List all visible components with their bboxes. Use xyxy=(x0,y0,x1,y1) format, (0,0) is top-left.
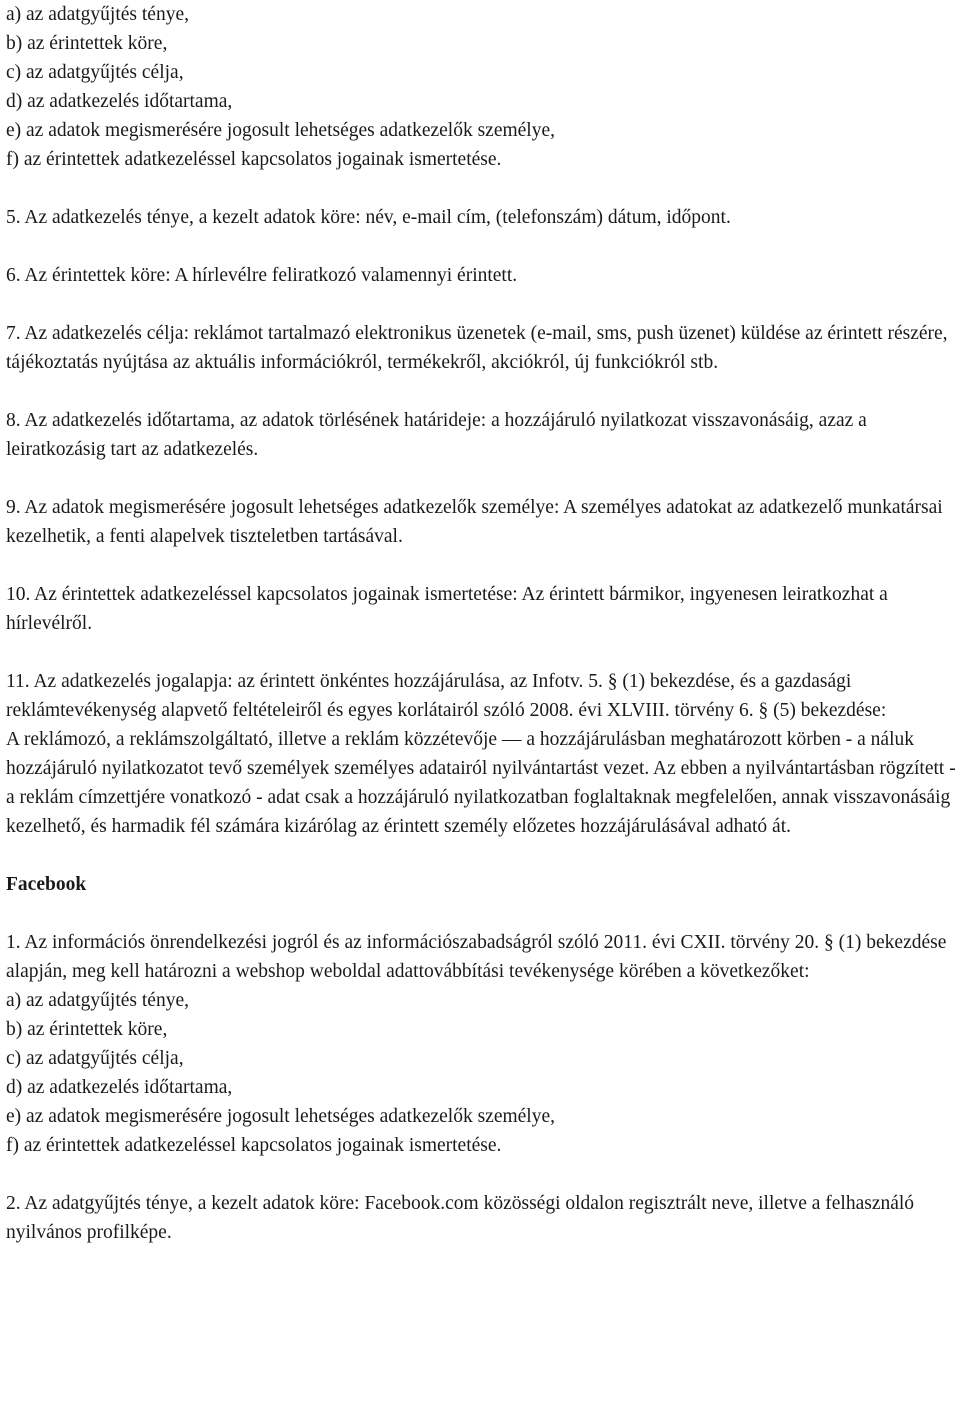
document-page xyxy=(6,0,956,1247)
paragraph-6: 6. Az érintettek köre: A hírlevélre feliratkozó valamennyi érintett. xyxy=(6,265,518,286)
list-item: f) az érintettek adatkezeléssel kapcsolatos jogainak ismertetése. xyxy=(6,149,502,170)
list-item: a) az adatgyűjtés ténye, xyxy=(6,990,189,1011)
paragraph-11-quote: A reklámozó, a reklámszolgáltató, illetve a reklám közzétevője — a hozzájárulásban meghatározott körben - a náluk hozzájáruló nyilatkozatot tevő személyek személyes adatairól nyilvántartást vezet. Az ebben a nyilvántartásban rögzített - a reklám címzettjére vonatkozó - adat csak a hozzájáruló nyilatkozatban foglaltaknak megfelelően, annak visszavonásáig kezelhető, és harmadik fél számára kizárólag az érintett személy előzetes hozzájárulásával adható át. xyxy=(6,729,956,837)
list-item: a) az adatgyűjtés ténye, xyxy=(6,4,189,25)
list-item: c) az adatgyűjtés célja, xyxy=(6,62,184,83)
list-item: b) az érintettek köre, xyxy=(6,1019,168,1040)
list-item: b) az érintettek köre, xyxy=(6,33,168,54)
paragraph-7: 7. Az adatkezelés célja: reklámot tartalmazó elektronikus üzenetek (e-mail, sms, push üzenet) küldése az érintett részére, tájékoztatás nyújtása az aktuális információkról, termékekről, akciókról, új funkciókról stb. xyxy=(6,323,948,373)
section-heading: Facebook xyxy=(6,874,87,895)
list-item: f) az érintettek adatkezeléssel kapcsolatos jogainak ismertetése. xyxy=(6,1135,502,1156)
list-item: e) az adatok megismerésére jogosult lehetséges adatkezelők személye, xyxy=(6,120,556,141)
paragraph-8: 8. Az adatkezelés időtartama, az adatok törlésének határideje: a hozzájáruló nyilatkozat visszavonásáig, azaz a leiratkozásig tart az adatkezelés. xyxy=(6,410,867,460)
paragraph-11: 11. Az adatkezelés jogalapja: az érintett önkéntes hozzájárulása, az Infotv. 5. § (1) bekezdése, és a gazdasági reklámtevékenység alapvető feltételeiről és egyes korlátairól szóló 2008. évi XLVIII. törvény 6. § (5) bekezdése: xyxy=(6,671,887,721)
list-item: c) az adatgyűjtés célja, xyxy=(6,1048,184,1069)
paragraph-10: 10. Az érintettek adatkezeléssel kapcsolatos jogainak ismertetése: Az érintett bármikor, ingyenesen leiratkozhat a hírlevélről. xyxy=(6,584,888,634)
list-item: d) az adatkezelés időtartama, xyxy=(6,91,233,112)
facebook-paragraph-1: 1. Az információs önrendelkezési jogról és az információszabadságról szóló 2011. évi CXII. törvény 20. § (1) bekezdése alapján, meg kell határozni a webshop weboldal adattovábbítási tevékenysége körében a következőket: xyxy=(6,932,947,982)
list-item: d) az adatkezelés időtartama, xyxy=(6,1077,233,1098)
facebook-paragraph-2: 2. Az adatgyűjtés ténye, a kezelt adatok köre: Facebook.com közösségi oldalon regisztrált neve, illetve a felhasználó nyilvános profilképe. xyxy=(6,1193,915,1243)
paragraph-5: 5. Az adatkezelés ténye, a kezelt adatok köre: név, e-mail cím, (telefonszám) dátum, időpont. xyxy=(6,207,731,228)
paragraph-9: 9. Az adatok megismerésére jogosult lehetséges adatkezelők személye: A személyes adatokat az adatkezelő munkatársai kezelhetik, a fenti alapelvek tiszteletben tartásával. xyxy=(6,497,943,547)
list-item: e) az adatok megismerésére jogosult lehetséges adatkezelők személye, xyxy=(6,1106,556,1127)
